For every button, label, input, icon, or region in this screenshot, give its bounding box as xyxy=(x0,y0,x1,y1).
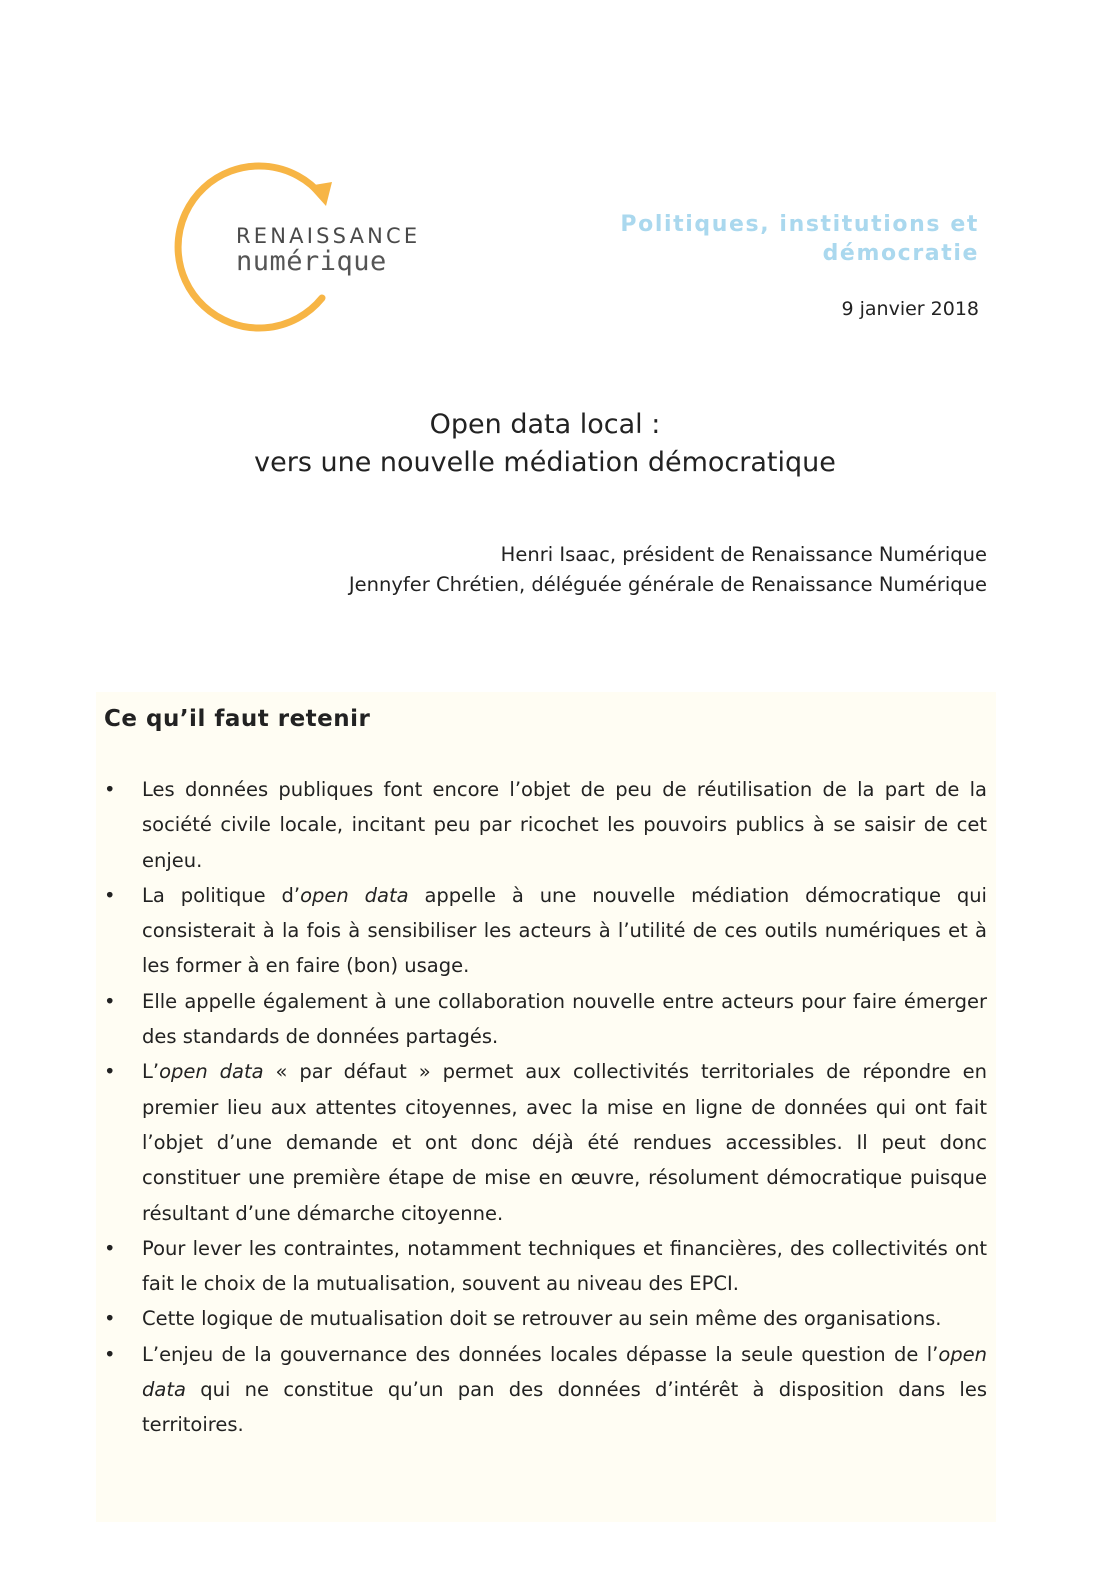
renaissance-numerique-logo xyxy=(172,160,432,335)
author-1: Henri Isaac, président de Renaissance Numérique xyxy=(500,543,987,566)
category-label xyxy=(620,210,979,268)
italic-term: open data xyxy=(159,1060,264,1084)
key-point-item xyxy=(104,772,987,878)
author-2: Jennyfer Chrétien, déléguée générale de Renaissance Numérique xyxy=(348,573,987,596)
bullet-text: Les données publiques font encore l’objet de peu de réutilisation de la part de la société civile locale, incitant peu par ricochet les pouvoirs publics à se saisir de cet enjeu. xyxy=(142,778,987,872)
authors-block xyxy=(349,540,987,600)
document-title xyxy=(0,406,1090,482)
bullet-text: appelle à une nouvelle médiation démocratique qui consisterait à la fois à sensibiliser les acteurs à l’utilité de ces outils numériques et à les former à en faire (bon) usage. xyxy=(142,883,987,978)
title-line-1: Open data local : xyxy=(429,409,661,440)
key-point-item xyxy=(104,1301,987,1336)
bullet-text: L’enjeu de la gouvernance des données locales dépasse la seule question de l’ xyxy=(142,1342,939,1366)
title-line-2: vers une nouvelle médiation démocratique xyxy=(254,447,836,478)
bullet-text: « par défaut » permet aux collectivités territoriales de répondre en premier lieu aux attentes citoyennes, avec la mise en ligne de données qui ont fait l’objet d’une demande et ont donc déjà été rendues accessibles. Il peut donc constituer une première étape de mise en œuvre, résolument démocratique puisque résultant d’une démarche citoyenne. xyxy=(142,1060,987,1225)
logo-text-renaissance: RENAISSANCE xyxy=(236,224,421,248)
key-point-item xyxy=(104,1337,987,1443)
key-point-item xyxy=(104,1231,987,1302)
section-heading: Ce qu’il faut retenir xyxy=(104,706,371,732)
category-line-1: Politiques, institutions et xyxy=(620,212,979,237)
italic-term: open data xyxy=(142,1342,987,1402)
italic-term: open data xyxy=(300,883,409,907)
category-line-2: démocratie xyxy=(822,241,979,266)
bullet-text: Cette logique de mutualisation doit se retrouver au sein même des organisations. xyxy=(142,1307,942,1331)
key-point-item xyxy=(104,1054,987,1230)
bullet-text: La politique d’ xyxy=(142,883,301,907)
logo-text-numerique: numérique xyxy=(236,246,387,277)
bullet-text: qui ne constitue qu’un pan des données d’intérêt à disposition dans les territoires. xyxy=(142,1378,987,1437)
bullet-text: Pour lever les contraintes, notamment techniques et financières, des collectivités ont fait le choix de la mutualisation, souvent au niveau des EPCI. xyxy=(142,1236,987,1296)
publication-date: 9 janvier 2018 xyxy=(841,298,979,320)
key-points-list xyxy=(104,772,987,1443)
bullet-text: L’ xyxy=(142,1060,160,1084)
key-point-item xyxy=(104,878,987,984)
key-point-item xyxy=(104,984,987,1055)
bullet-text: Elle appelle également à une collaboration nouvelle entre acteurs pour faire émerger des standards de données partagés. xyxy=(142,989,987,1049)
